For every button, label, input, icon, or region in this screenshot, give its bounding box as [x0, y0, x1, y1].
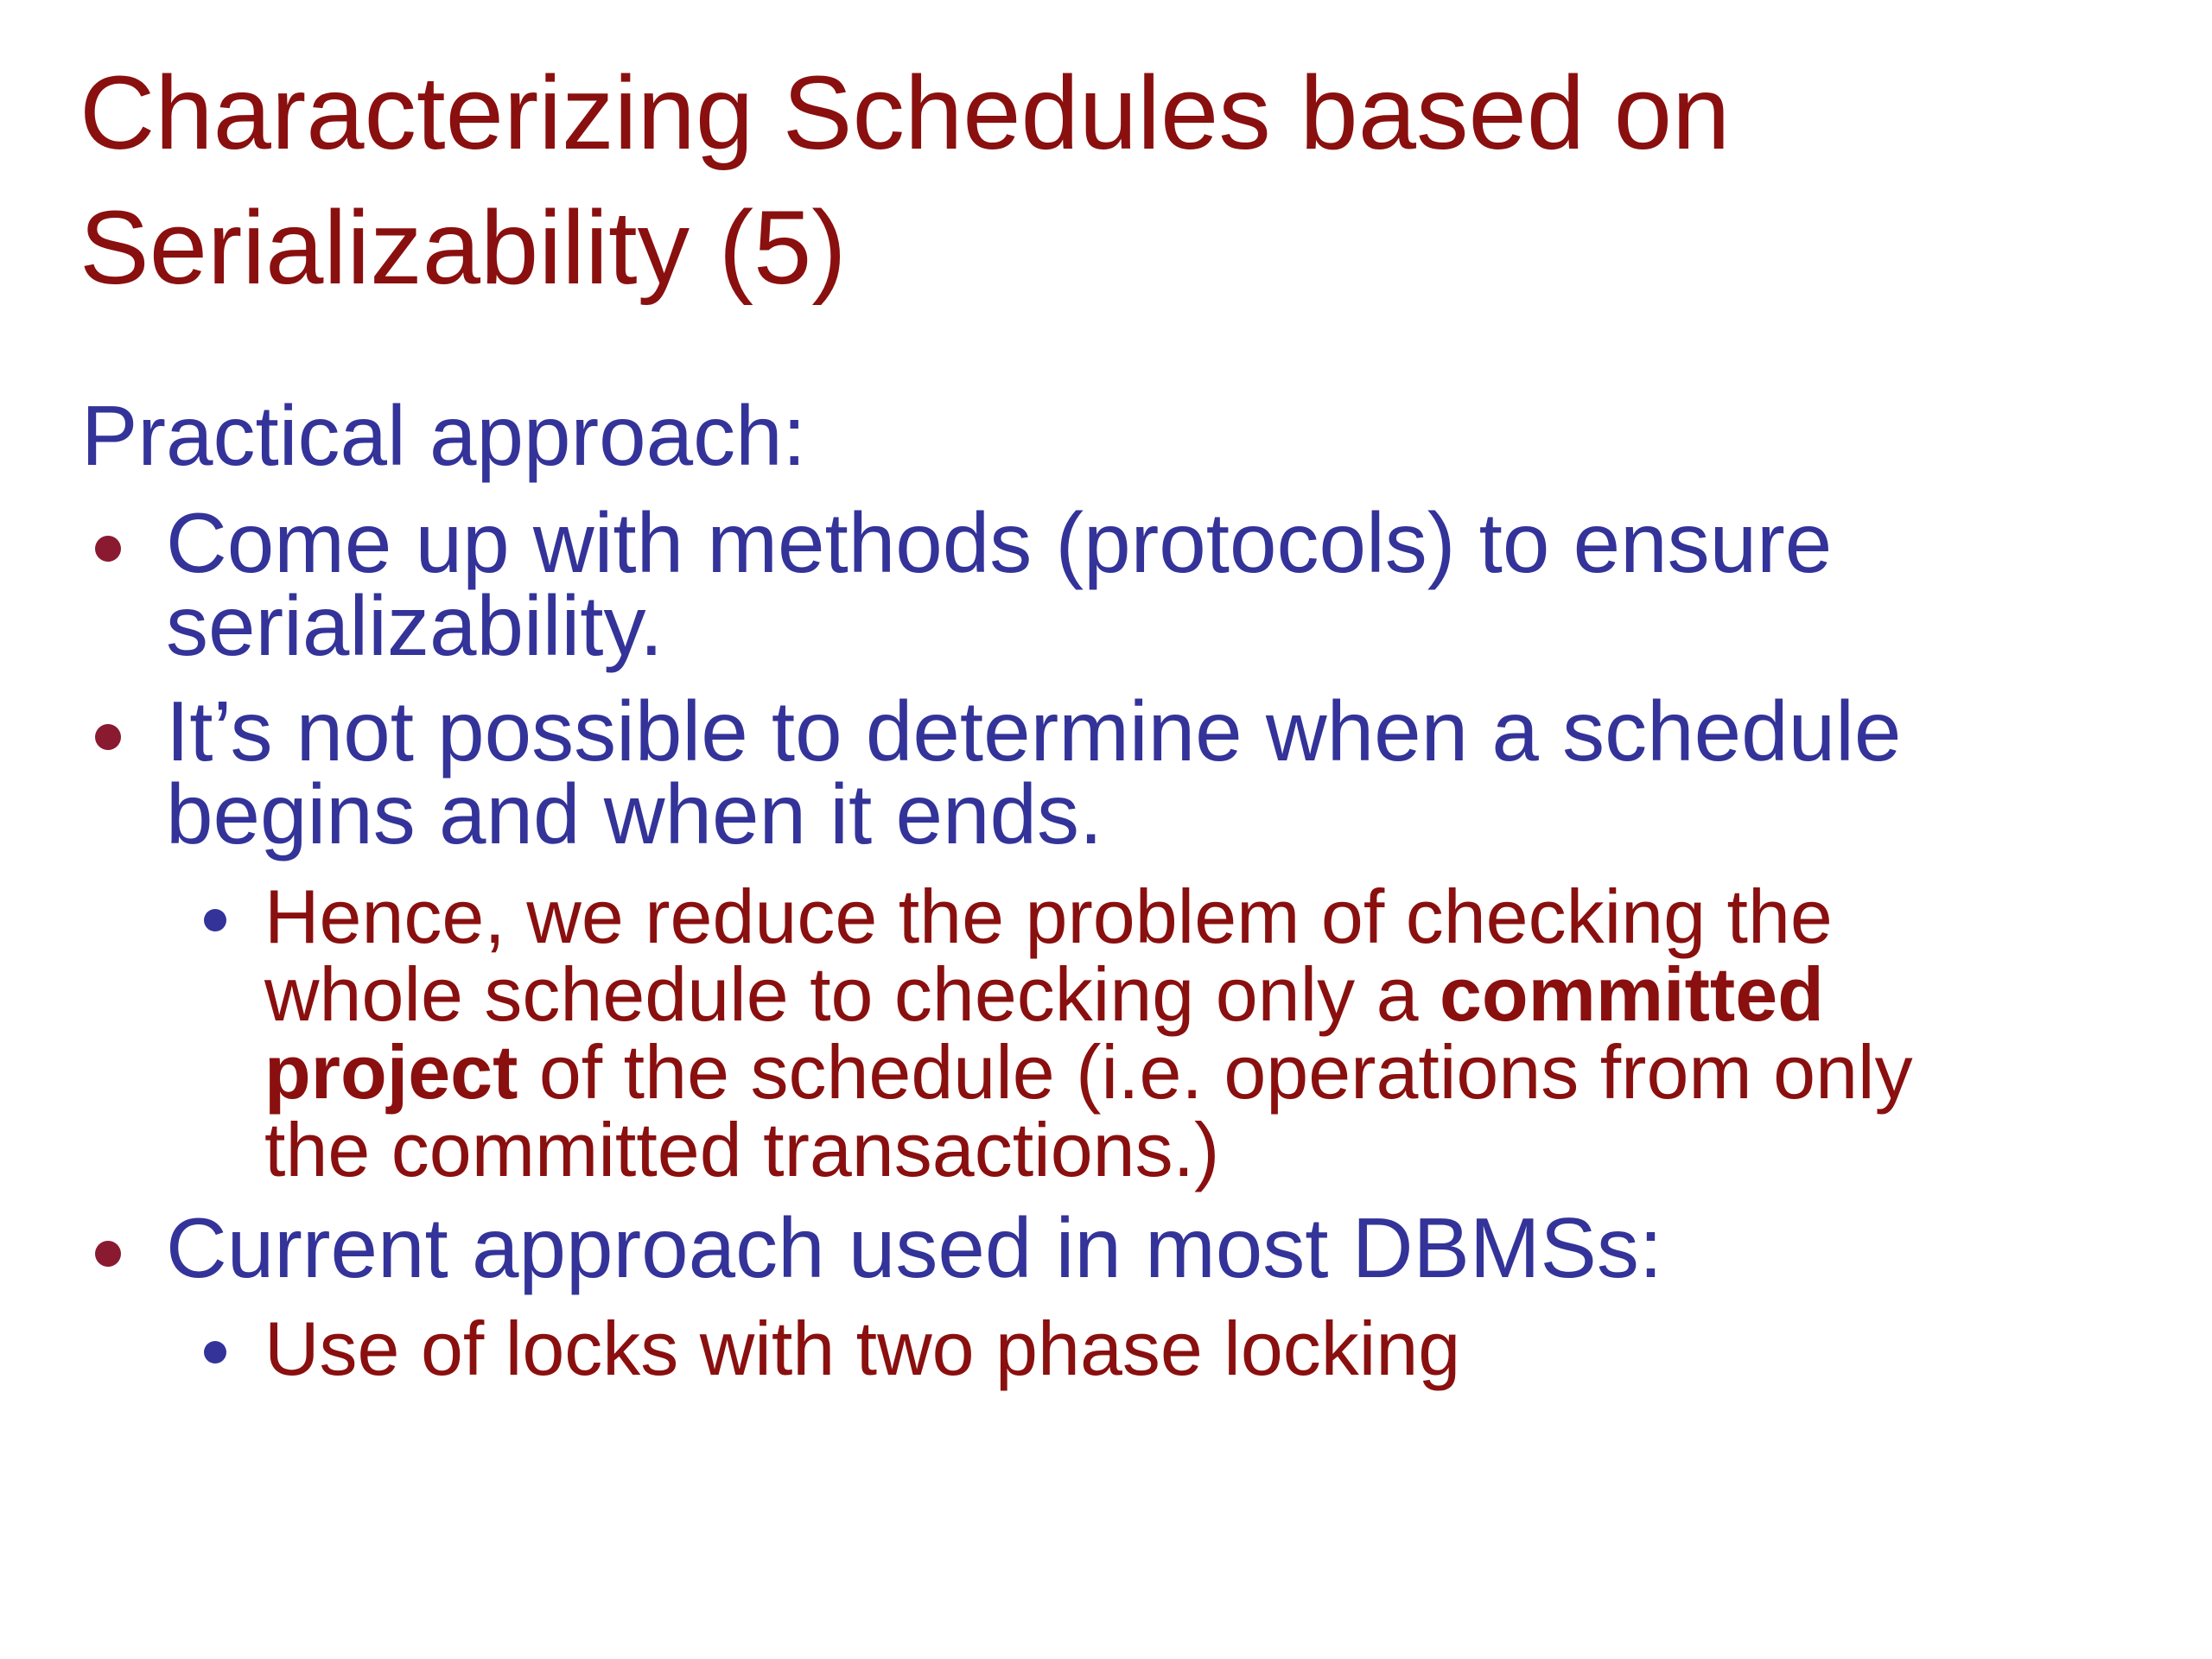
- sub-bullet-1-line-3-text: of the schedule (i.e. operations from only: [518, 1029, 1913, 1115]
- sub-bullet-dot-icon: [204, 909, 226, 931]
- slide-title-line-1: Characterizing Schedules based on: [79, 54, 1731, 171]
- slide-title-line-2: Serializability (5): [79, 188, 847, 306]
- sub-bullet-1-line-2: [264, 951, 1824, 1037]
- bullet-1-line-1: Come up with methods (protocols) to ensure: [166, 495, 1833, 590]
- bullet-dot-icon: [95, 724, 121, 750]
- sub-bullet-1-emphasis-committed: committed: [1439, 951, 1824, 1037]
- sub-bullet-1-line-1: Hence, we reduce the problem of checking the: [264, 874, 1833, 959]
- intro-text: Practical approach:: [81, 388, 806, 483]
- sub-bullet-1-line-4: the committed transactions.): [264, 1107, 1220, 1192]
- sub-bullet-dot-icon: [204, 1341, 226, 1363]
- sub-bullet-1-line-3: [264, 1029, 1913, 1115]
- sub-bullet-1-line-2-text: whole schedule to checking only a: [264, 951, 1440, 1037]
- sub-bullet-1: [0, 874, 2212, 1198]
- bullet-dot-icon: [95, 1241, 121, 1267]
- bullet-1-line-2: serializability.: [166, 578, 664, 673]
- bullet-3: [0, 1200, 2212, 1301]
- bullet-2-line-2: begins and when it ends.: [166, 766, 1103, 861]
- bullet-dot-icon: [95, 536, 121, 562]
- bullet-2-line-1: It’s not possible to determine when a schedule: [166, 683, 1902, 779]
- slide-title: [79, 45, 2067, 315]
- bullet-1: [0, 495, 2212, 674]
- bullet-3-line-1: Current approach used in most DBMSs:: [166, 1200, 1663, 1295]
- sub-bullet-2-line-1: Use of locks with two phase locking: [264, 1306, 1461, 1391]
- sub-bullet-1-emphasis-project: project: [264, 1029, 518, 1115]
- sub-bullet-2: [0, 1306, 2212, 1396]
- bullet-2: [0, 683, 2212, 862]
